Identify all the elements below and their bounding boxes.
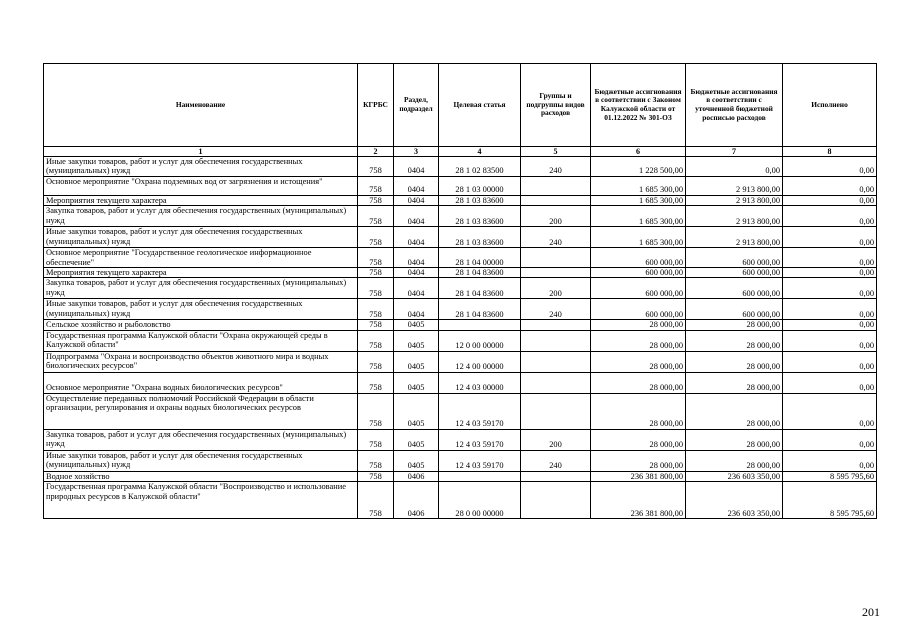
row-refined-allocation: 28 000,00 xyxy=(686,450,783,471)
row-refined-allocation: 2 913 800,00 xyxy=(686,176,783,195)
row-name: Сельское хозяйство и рыболовство xyxy=(44,320,358,330)
row-section: 0405 xyxy=(394,372,439,393)
table-row xyxy=(44,248,877,268)
row-group xyxy=(521,176,591,195)
row-executed: 0,00 xyxy=(783,450,877,471)
row-target: 28 1 04 83600 xyxy=(439,268,521,278)
row-target: 12 4 03 59170 xyxy=(439,429,521,450)
row-kgrbs: 758 xyxy=(358,176,394,195)
row-refined-allocation: 28 000,00 xyxy=(686,393,783,429)
row-target: 28 1 03 00000 xyxy=(439,176,521,195)
row-kgrbs: 758 xyxy=(358,157,394,177)
row-kgrbs: 758 xyxy=(358,278,394,299)
row-target: 12 0 00 00000 xyxy=(439,330,521,351)
row-executed: 0,00 xyxy=(783,268,877,278)
row-law-allocation: 1 685 300,00 xyxy=(591,176,686,195)
column-number: 4 xyxy=(439,147,521,157)
row-executed: 0,00 xyxy=(783,299,877,320)
row-executed: 0,00 xyxy=(783,330,877,351)
row-section: 0405 xyxy=(394,450,439,471)
row-refined-allocation: 28 000,00 xyxy=(686,320,783,330)
row-name: Осуществление переданных полномочий Российской Федерации в области организации, регулирования и охраны водных биологических ресурсов xyxy=(44,393,358,429)
table-row xyxy=(44,372,877,393)
table-row xyxy=(44,268,877,278)
row-target xyxy=(439,471,521,481)
row-name: Иные закупки товаров, работ и услуг для обеспечения государственных (муниципальных) нужд xyxy=(44,450,358,471)
header-groups: Группы и подгруппы видов расходов xyxy=(521,64,591,147)
row-section: 0405 xyxy=(394,393,439,429)
header-kgrbs: КГРБС xyxy=(358,64,394,147)
row-section: 0404 xyxy=(394,176,439,195)
row-law-allocation: 1 685 300,00 xyxy=(591,206,686,227)
row-section: 0404 xyxy=(394,206,439,227)
row-target: 28 1 03 83600 xyxy=(439,227,521,248)
row-group: 200 xyxy=(521,278,591,299)
row-refined-allocation: 600 000,00 xyxy=(686,248,783,268)
row-kgrbs: 758 xyxy=(358,227,394,248)
row-name: Иные закупки товаров, работ и услуг для обеспечения государственных (муниципальных) нужд xyxy=(44,157,358,177)
table-row xyxy=(44,429,877,450)
row-target: 28 1 04 83600 xyxy=(439,299,521,320)
row-target: 28 1 02 83500 xyxy=(439,157,521,177)
row-target: 12 4 00 00000 xyxy=(439,351,521,372)
row-name: Основное мероприятие "Государственное геологическое информационное обеспечение" xyxy=(44,248,358,268)
row-section: 0405 xyxy=(394,330,439,351)
row-executed: 8 595 795,60 xyxy=(783,482,877,519)
row-executed: 8 595 795,60 xyxy=(783,471,877,481)
row-group: 240 xyxy=(521,227,591,248)
table-row xyxy=(44,320,877,330)
row-group xyxy=(521,393,591,429)
row-name: Основное мероприятие "Охрана подземных вод от загрязнения и истощения" xyxy=(44,176,358,195)
header-target: Целевая статья xyxy=(439,64,521,147)
row-section: 0404 xyxy=(394,157,439,177)
row-target: 12 4 03 00000 xyxy=(439,372,521,393)
row-section: 0404 xyxy=(394,227,439,248)
table-row xyxy=(44,351,877,372)
row-refined-allocation: 28 000,00 xyxy=(686,372,783,393)
row-refined-allocation: 236 603 350,00 xyxy=(686,471,783,481)
row-law-allocation: 1 685 300,00 xyxy=(591,227,686,248)
row-refined-allocation: 2 913 800,00 xyxy=(686,195,783,205)
row-group: 240 xyxy=(521,299,591,320)
row-refined-allocation: 0,00 xyxy=(686,157,783,177)
row-name: Иные закупки товаров, работ и услуг для обеспечения государственных (муниципальных) нужд xyxy=(44,299,358,320)
row-section: 0405 xyxy=(394,320,439,330)
row-group xyxy=(521,482,591,519)
row-kgrbs: 758 xyxy=(358,299,394,320)
table-row xyxy=(44,206,877,227)
row-target: 12 4 03 59170 xyxy=(439,393,521,429)
row-target: 28 1 04 00000 xyxy=(439,248,521,268)
row-group xyxy=(521,351,591,372)
row-section: 0406 xyxy=(394,482,439,519)
row-section: 0404 xyxy=(394,248,439,268)
table-row xyxy=(44,176,877,195)
row-target: 28 1 03 83600 xyxy=(439,206,521,227)
row-law-allocation: 28 000,00 xyxy=(591,330,686,351)
header-executed: Исполнено xyxy=(783,64,877,147)
row-section: 0406 xyxy=(394,471,439,481)
row-name: Основное мероприятие "Охрана водных биологических ресурсов" xyxy=(44,372,358,393)
row-law-allocation: 28 000,00 xyxy=(591,320,686,330)
row-section: 0405 xyxy=(394,351,439,372)
row-law-allocation: 1 228 500,00 xyxy=(591,157,686,177)
row-law-allocation: 600 000,00 xyxy=(591,299,686,320)
row-group xyxy=(521,268,591,278)
row-name: Водное хозяйство xyxy=(44,471,358,481)
column-number: 3 xyxy=(394,147,439,157)
row-executed: 0,00 xyxy=(783,429,877,450)
table-row xyxy=(44,393,877,429)
row-refined-allocation: 28 000,00 xyxy=(686,351,783,372)
row-kgrbs: 758 xyxy=(358,450,394,471)
table-row xyxy=(44,195,877,205)
row-executed: 0,00 xyxy=(783,206,877,227)
row-kgrbs: 758 xyxy=(358,320,394,330)
header-name: Наименование xyxy=(44,64,358,147)
row-refined-allocation: 600 000,00 xyxy=(686,278,783,299)
row-law-allocation: 28 000,00 xyxy=(591,351,686,372)
row-section: 0404 xyxy=(394,299,439,320)
budget-table xyxy=(43,63,877,519)
row-group xyxy=(521,320,591,330)
row-law-allocation: 1 685 300,00 xyxy=(591,195,686,205)
table-row xyxy=(44,471,877,481)
row-executed: 0,00 xyxy=(783,351,877,372)
row-group xyxy=(521,372,591,393)
row-refined-allocation: 600 000,00 xyxy=(686,299,783,320)
table-row xyxy=(44,450,877,471)
row-target: 28 0 00 00000 xyxy=(439,482,521,519)
row-section: 0405 xyxy=(394,429,439,450)
header-refined-allocations: Бюджетные ассигнования в соответствии с уточненной бюджетной росписью расходов xyxy=(686,64,783,147)
column-number: 7 xyxy=(686,147,783,157)
row-group: 200 xyxy=(521,429,591,450)
column-number: 8 xyxy=(783,147,877,157)
row-law-allocation: 236 381 800,00 xyxy=(591,482,686,519)
row-section: 0404 xyxy=(394,268,439,278)
row-name: Мероприятия текущего характера xyxy=(44,195,358,205)
row-name: Закупка товаров, работ и услуг для обеспечения государственных (муниципальных) нужд xyxy=(44,278,358,299)
header-section: Раздел, подраздел xyxy=(394,64,439,147)
row-refined-allocation: 236 603 350,00 xyxy=(686,482,783,519)
row-law-allocation: 28 000,00 xyxy=(591,450,686,471)
row-name: Государственная программа Калужской области "Охрана окружающей среды в Калужской области" xyxy=(44,330,358,351)
header-law-allocations: Бюджетные ассигнования в соответствии с Законом Калужской области от 01.12.2022 № 301-ОЗ xyxy=(591,64,686,147)
table-row xyxy=(44,299,877,320)
row-kgrbs: 758 xyxy=(358,482,394,519)
row-law-allocation: 600 000,00 xyxy=(591,248,686,268)
row-law-allocation: 600 000,00 xyxy=(591,278,686,299)
table-row xyxy=(44,330,877,351)
row-target: 28 1 03 83600 xyxy=(439,195,521,205)
row-refined-allocation: 2 913 800,00 xyxy=(686,206,783,227)
table-row xyxy=(44,227,877,248)
row-kgrbs: 758 xyxy=(358,206,394,227)
row-executed: 0,00 xyxy=(783,278,877,299)
row-group xyxy=(521,330,591,351)
table-body xyxy=(44,157,877,519)
row-kgrbs: 758 xyxy=(358,471,394,481)
row-executed: 0,00 xyxy=(783,227,877,248)
row-name: Подпрограмма "Охрана и воспроизводство объектов животного мира и водных биологических ресурсов" xyxy=(44,351,358,372)
column-number: 1 xyxy=(44,147,358,157)
row-executed: 0,00 xyxy=(783,320,877,330)
header-row xyxy=(44,64,877,147)
row-refined-allocation: 600 000,00 xyxy=(686,268,783,278)
row-target xyxy=(439,320,521,330)
row-kgrbs: 758 xyxy=(358,195,394,205)
row-section: 0404 xyxy=(394,278,439,299)
row-law-allocation: 28 000,00 xyxy=(591,372,686,393)
row-refined-allocation: 28 000,00 xyxy=(686,429,783,450)
row-group xyxy=(521,248,591,268)
page-number: 201 xyxy=(862,605,880,619)
row-name: Иные закупки товаров, работ и услуг для обеспечения государственных (муниципальных) нужд xyxy=(44,227,358,248)
row-law-allocation: 600 000,00 xyxy=(591,268,686,278)
row-kgrbs: 758 xyxy=(358,351,394,372)
row-law-allocation: 236 381 800,00 xyxy=(591,471,686,481)
row-kgrbs: 758 xyxy=(358,268,394,278)
table-row xyxy=(44,278,877,299)
row-kgrbs: 758 xyxy=(358,393,394,429)
row-section: 0404 xyxy=(394,195,439,205)
row-law-allocation: 28 000,00 xyxy=(591,429,686,450)
row-executed: 0,00 xyxy=(783,157,877,177)
row-name: Мероприятия текущего характера xyxy=(44,268,358,278)
row-executed: 0,00 xyxy=(783,393,877,429)
column-number: 2 xyxy=(358,147,394,157)
row-target: 12 4 03 59170 xyxy=(439,450,521,471)
row-group: 200 xyxy=(521,206,591,227)
row-target: 28 1 04 83600 xyxy=(439,278,521,299)
row-executed: 0,00 xyxy=(783,248,877,268)
row-kgrbs: 758 xyxy=(358,429,394,450)
row-kgrbs: 758 xyxy=(358,372,394,393)
column-number: 5 xyxy=(521,147,591,157)
column-number-row xyxy=(44,147,877,157)
row-name: Закупка товаров, работ и услуг для обеспечения государственных (муниципальных) нужд xyxy=(44,429,358,450)
row-executed: 0,00 xyxy=(783,176,877,195)
row-refined-allocation: 28 000,00 xyxy=(686,330,783,351)
row-name: Закупка товаров, работ и услуг для обеспечения государственных (муниципальных) нужд xyxy=(44,206,358,227)
row-group: 240 xyxy=(521,157,591,177)
row-law-allocation: 28 000,00 xyxy=(591,393,686,429)
row-group xyxy=(521,471,591,481)
row-kgrbs: 758 xyxy=(358,248,394,268)
row-name: Государственная программа Калужской области "Воспроизводство и использование природных ресурсов в Калужской области" xyxy=(44,482,358,519)
row-group: 240 xyxy=(521,450,591,471)
row-group xyxy=(521,195,591,205)
row-executed: 0,00 xyxy=(783,195,877,205)
table-row xyxy=(44,482,877,519)
row-kgrbs: 758 xyxy=(358,330,394,351)
column-number: 6 xyxy=(591,147,686,157)
row-refined-allocation: 2 913 800,00 xyxy=(686,227,783,248)
row-executed: 0,00 xyxy=(783,372,877,393)
table-row xyxy=(44,157,877,177)
